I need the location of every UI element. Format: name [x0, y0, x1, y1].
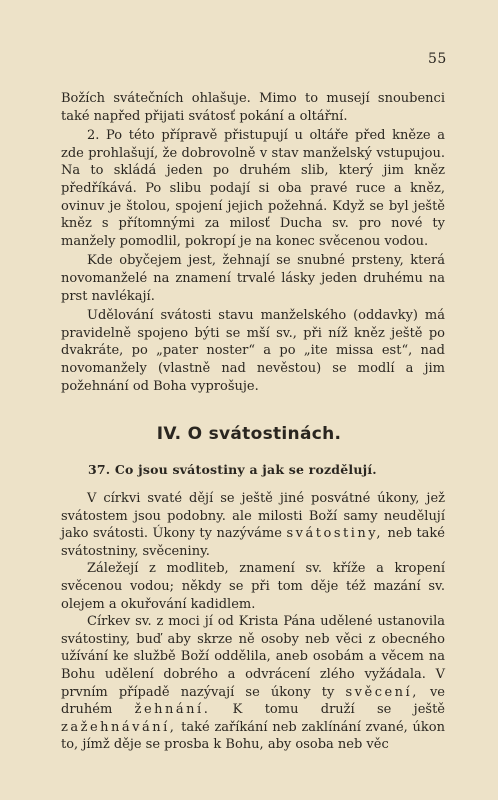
paragraph — [61, 613, 445, 754]
text-run: ve druhém — [61, 684, 445, 718]
emphasized-term: svátostiny, — [286, 526, 383, 542]
text-run: K tomu druží se ještě — [232, 702, 445, 718]
emphasized-term: zažehnávání, — [61, 719, 177, 735]
paragraph: Záležejí z modliteb, znamení sv. kříže a kropení svěcenou vodou; někdy se při tom děje též mazání sv. olejem a okuřování kadidlem. — [61, 561, 445, 612]
emphasized-term: žehnání. — [134, 702, 211, 718]
text-run: neb také svátostniny, svěceniny. — [61, 526, 445, 559]
article-heading: 37. Co jsou svátostiny a jak se rozdělují. — [88, 462, 377, 477]
text-run: také zaříkání neb zaklínání zvané, úkon to, jímž děje se prosba k Bohu, aby osoba neb věc — [61, 719, 445, 753]
section-heading: IV. O svátostinách. — [156, 424, 342, 444]
paragraph: Udělování svátosti stavu manželského (oddavky) má pravidelně spojeno býti se mší sv., při níž kněz ještě po dvakráte, po „pater noster“ a po „ite missa est“, nad novomanžely (vlastně nad nevěstou) se modlí a jim požehnání od Boha vyprošuje. — [61, 308, 445, 394]
page-number: 55 — [428, 51, 447, 67]
emphasized-term: svěcení, — [345, 684, 419, 700]
body-text-top — [61, 90, 445, 395]
body-text-bottom — [61, 490, 445, 754]
paragraph — [61, 490, 445, 560]
paragraph: Kde obyčejem jest, žehnají se snubné prsteny, která novomanželé na znamení trvalé lásky jeden druhému na prst navlékají. — [61, 253, 445, 304]
paragraph: Božích svátečních ohlašuje. Mimo to musejí snoubenci také napřed přijati svátosť pokání a oltářní. — [61, 91, 445, 124]
paragraph: 2. Po této přípravě přistupují u oltáře před kněze a zde prohlašují, že dobrovolně v stav manželský vstupujou. Na to skládá jeden po druhém slib, který jim kněz předříkává. Po slibu podají si oba pravé ruce a kněz, ovinuv je štolou, spojení jejich požehná. Když se byl ještě kněz s přítomnými za milosť Ducha sv. pro nové ty manžely pomodlil, pokropí je na konec svěcenou vodou. — [61, 128, 445, 249]
text-run: V církvi svaté dějí se ještě jiné posvátné úkony, jež svátostem jsou podobny. ale milosti Boží samy neudělují jako svátosti. Úkony ty nazýváme — [61, 491, 445, 542]
text-run: Církev sv. z moci jí od Krista Pána udělené ustanovila svátostiny, buď aby skrze ně osoby neb věci z obecného užívání ke službě Boží oddělila, aneb osobám a věcem na Bohu udělení dobrého a odvrácení zlého vyžádala. V prvním případě nazývají se úkony ty — [61, 614, 445, 700]
